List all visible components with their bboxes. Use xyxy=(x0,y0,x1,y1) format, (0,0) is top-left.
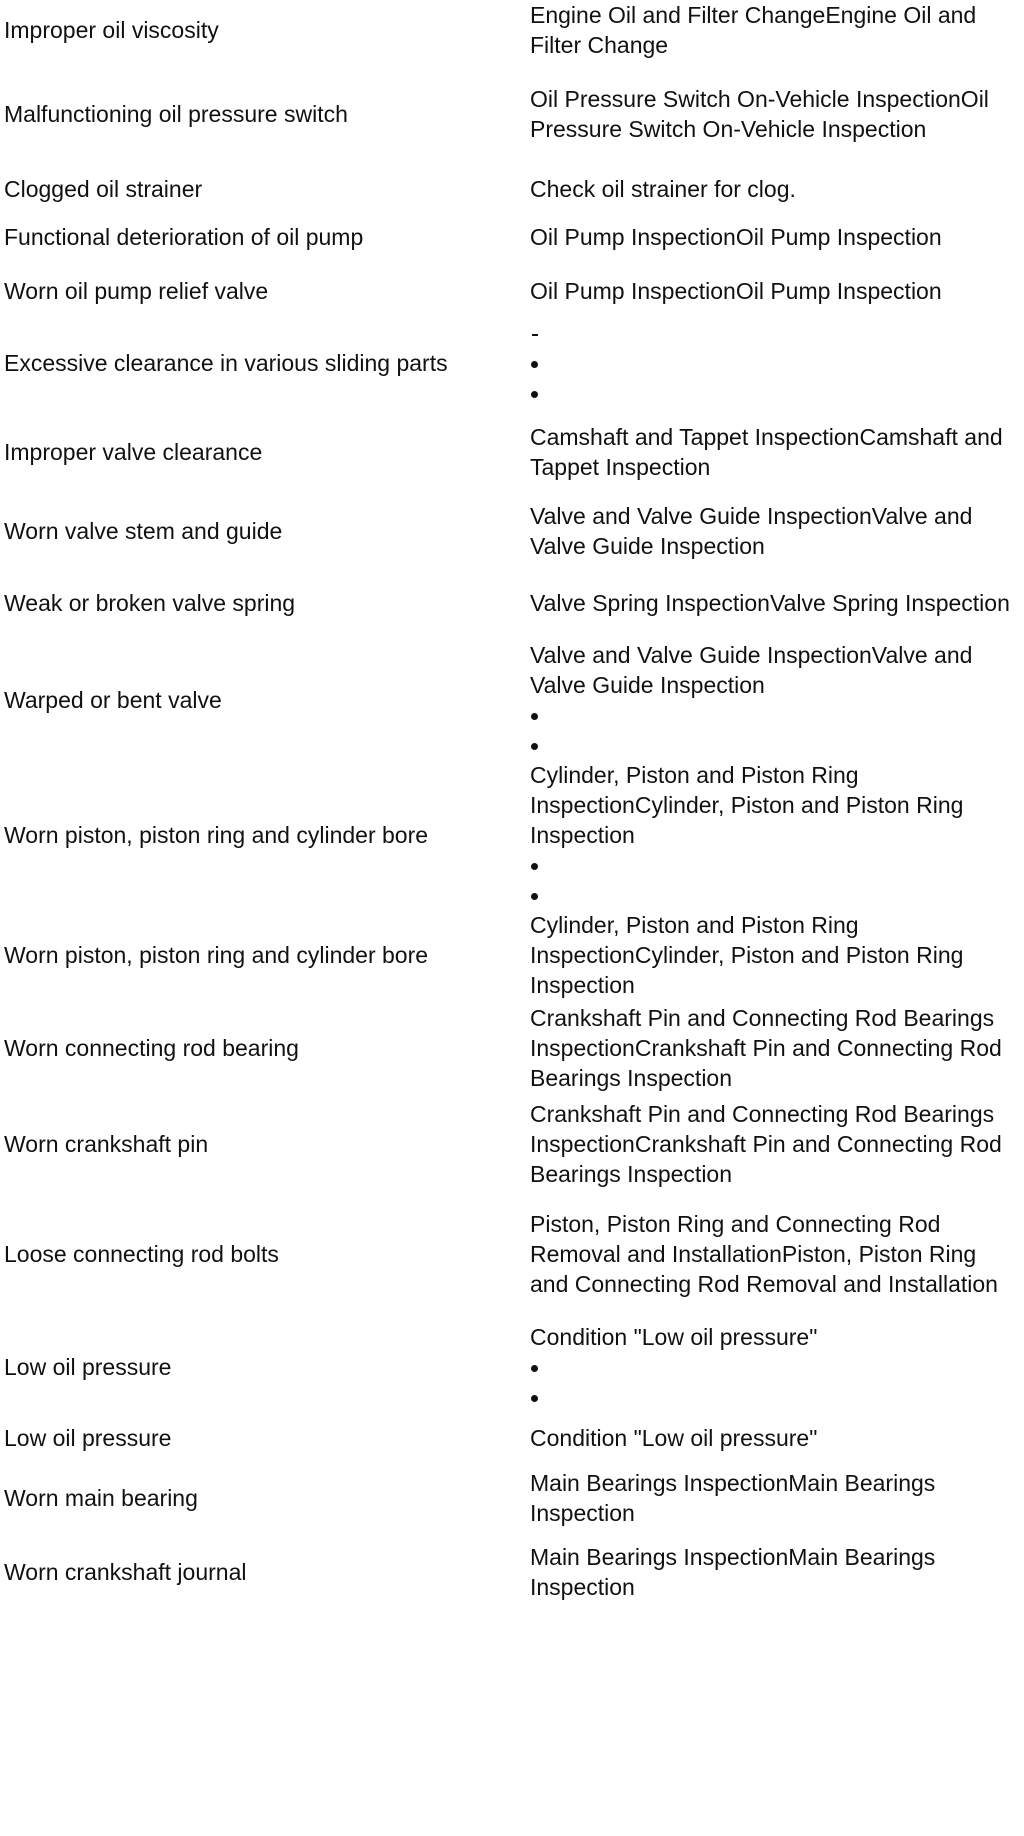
bullet-point xyxy=(530,880,1014,910)
table-row xyxy=(4,168,1014,210)
condition-cell: Worn connecting rod bearing xyxy=(4,1035,299,1061)
table-row xyxy=(4,910,1014,1000)
action-cell xyxy=(530,408,1014,496)
condition-cell: Loose connecting rod bolts xyxy=(4,1241,279,1267)
table-row xyxy=(4,640,1014,760)
action-cell xyxy=(530,1316,1014,1418)
troubleshooting-rows xyxy=(4,0,1014,1606)
action-cell xyxy=(530,318,1014,408)
condition-cell: Functional deterioration of oil pump xyxy=(4,224,364,250)
action-cell xyxy=(530,1538,1014,1606)
action-text: Cylinder, Piston and Piston Ring InspectionCylinder, Piston and Piston Ring Inspection xyxy=(530,762,964,848)
action-text: Piston, Piston Ring and Connecting Rod Removal and InstallationPiston, Piston Ring and Connecting Rod Removal and Installation xyxy=(530,1211,998,1297)
action-text: Camshaft and Tappet InspectionCamshaft and Tappet Inspection xyxy=(530,424,1003,480)
table-row xyxy=(4,318,1014,408)
action-cell xyxy=(530,1418,1014,1458)
table-row xyxy=(4,1316,1014,1418)
action-text: Engine Oil and Filter ChangeEngine Oil and Filter Change xyxy=(530,2,977,58)
action-text: Main Bearings InspectionMain Bearings Inspection xyxy=(530,1544,936,1600)
action-cell xyxy=(530,60,1014,168)
table-row xyxy=(4,1192,1014,1316)
action-text: Valve and Valve Guide InspectionValve and Valve Guide Inspection xyxy=(530,642,973,698)
action-cell xyxy=(530,1096,1014,1192)
condition-cell: Worn crankshaft journal xyxy=(4,1559,247,1585)
bullet-point xyxy=(530,348,1014,378)
condition-cell: Improper oil viscosity xyxy=(4,17,219,43)
action-cell xyxy=(530,910,1014,1000)
action-text: Cylinder, Piston and Piston Ring InspectionCylinder, Piston and Piston Ring Inspection xyxy=(530,912,964,998)
table-row xyxy=(4,760,1014,910)
condition-cell: Worn piston, piston ring and cylinder bore xyxy=(4,822,429,848)
action-cell xyxy=(530,264,1014,318)
condition-cell: Worn oil pump relief valve xyxy=(4,278,269,304)
bullet-point xyxy=(530,1382,1014,1412)
table-row xyxy=(4,1096,1014,1192)
table-row xyxy=(4,408,1014,496)
bullet-point xyxy=(530,700,1014,730)
action-text: Oil Pump InspectionOil Pump Inspection xyxy=(530,278,942,304)
action-text: Main Bearings InspectionMain Bearings Inspection xyxy=(530,1470,936,1526)
troubleshooting-table xyxy=(4,0,1014,1606)
action-cell xyxy=(530,760,1014,910)
action-cell xyxy=(530,168,1014,210)
bullet-point xyxy=(530,1352,1014,1382)
action-cell xyxy=(530,640,1014,760)
table-row xyxy=(4,1538,1014,1606)
action-text: Valve and Valve Guide InspectionValve and Valve Guide Inspection xyxy=(530,503,973,559)
action-cell xyxy=(530,0,1014,60)
action-cell xyxy=(530,210,1014,264)
condition-cell: Warped or bent valve xyxy=(4,687,222,713)
condition-cell: Malfunctioning oil pressure switch xyxy=(4,101,348,127)
action-cell xyxy=(530,1458,1014,1538)
action-text: Condition "Low oil pressure" xyxy=(530,1425,818,1451)
action-text: Valve Spring InspectionValve Spring Inspection xyxy=(530,590,1010,616)
action-cell xyxy=(530,1000,1014,1096)
action-text: Check oil strainer for clog. xyxy=(530,176,796,202)
action-text: Crankshaft Pin and Connecting Rod Bearings InspectionCrankshaft Pin and Connecting Rod Bearings Inspection xyxy=(530,1005,1002,1091)
table-row xyxy=(4,496,1014,566)
bullet-point xyxy=(530,730,1014,760)
bullet-point xyxy=(530,850,1014,880)
action-cell xyxy=(530,496,1014,566)
condition-cell: Low oil pressure xyxy=(4,1425,172,1451)
action-text: Oil Pressure Switch On-Vehicle InspectionOil Pressure Switch On-Vehicle Inspection xyxy=(530,86,989,142)
table-row xyxy=(4,1000,1014,1096)
condition-cell: Improper valve clearance xyxy=(4,439,263,465)
table-row xyxy=(4,566,1014,640)
condition-cell: Excessive clearance in various sliding parts xyxy=(4,350,448,376)
table-row xyxy=(4,60,1014,168)
bullet-point xyxy=(530,378,1014,408)
condition-cell: Worn valve stem and guide xyxy=(4,518,283,544)
condition-cell: Worn main bearing xyxy=(4,1485,198,1511)
dash-marker xyxy=(530,318,1014,348)
condition-cell: Worn crankshaft pin xyxy=(4,1131,209,1157)
table-row xyxy=(4,1458,1014,1538)
action-text: Condition "Low oil pressure" xyxy=(530,1324,818,1350)
condition-cell: Worn piston, piston ring and cylinder bore xyxy=(4,942,429,968)
table-row xyxy=(4,1418,1014,1458)
action-cell xyxy=(530,566,1014,640)
table-row xyxy=(4,264,1014,318)
condition-cell: Weak or broken valve spring xyxy=(4,590,296,616)
action-text: Crankshaft Pin and Connecting Rod Bearings InspectionCrankshaft Pin and Connecting Rod Bearings Inspection xyxy=(530,1101,1002,1187)
action-text: Oil Pump InspectionOil Pump Inspection xyxy=(530,224,942,250)
action-cell xyxy=(530,1192,1014,1316)
table-row xyxy=(4,0,1014,60)
table-row xyxy=(4,210,1014,264)
condition-cell: Low oil pressure xyxy=(4,1354,172,1380)
condition-cell: Clogged oil strainer xyxy=(4,176,203,202)
